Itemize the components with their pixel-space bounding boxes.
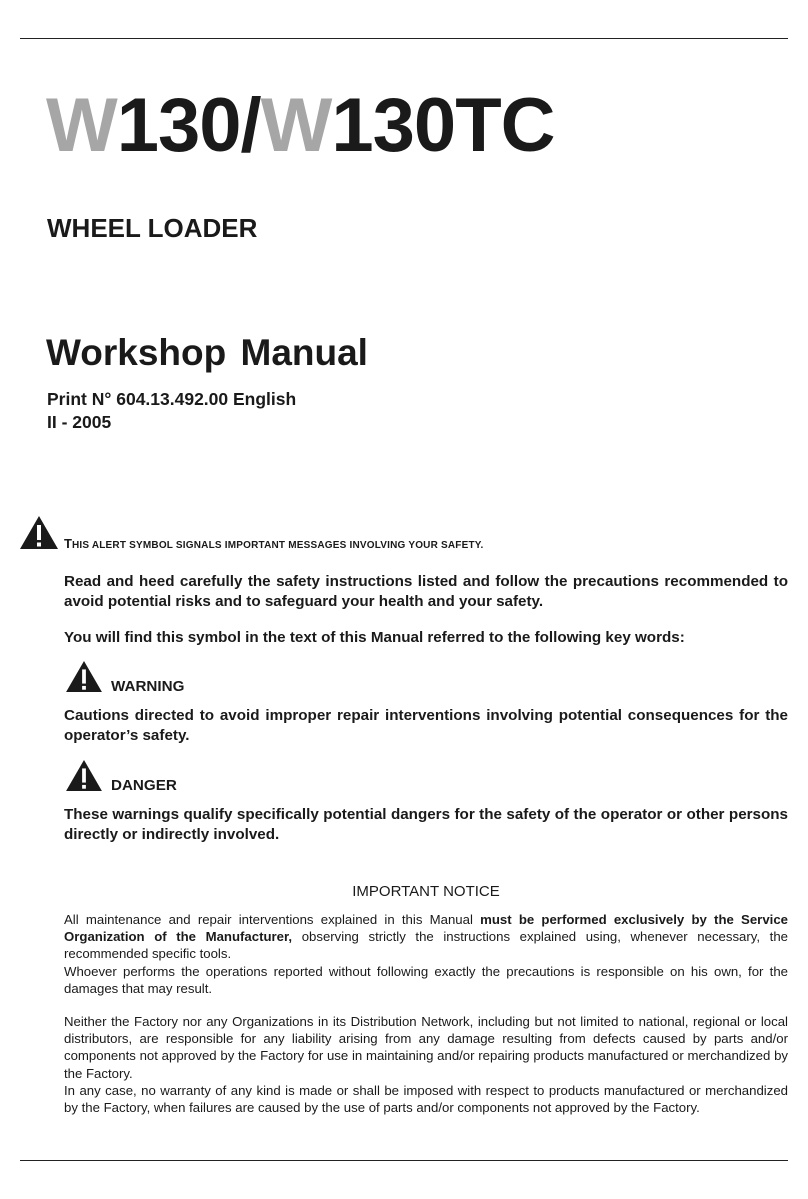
danger-triangle-icon [65, 759, 103, 792]
model-prefix-1: W [46, 83, 117, 168]
notice-block-1 [64, 911, 788, 997]
warning-triangle-icon [19, 515, 59, 550]
notice-p1-bold: must be performed exclusively by the Service Organization of the Manufacturer, [64, 912, 788, 945]
top-rule [20, 38, 788, 39]
notice-paragraph-2: Whoever performs the operations reported without following exactly the precautions is responsible on his own, for the damages that may result. [64, 963, 788, 996]
model-number-1: 130/ [116, 83, 261, 168]
notice-paragraph-1 [64, 911, 788, 963]
edition-date: II - 2005 [47, 412, 112, 432]
machine-type: WHEEL LOADER [47, 213, 258, 243]
print-number: Print N° 604.13.492.00 English [47, 389, 297, 409]
danger-text: These warnings qualify specifically potential dangers for the safety of the operator or other persons directly or indirectly involved. [64, 806, 788, 843]
keywords-intro: You will find this symbol in the text of this Manual referred to the following key words: [64, 629, 685, 646]
alert-rest: HIS ALERT SYMBOL SIGNALS IMPORTANT MESSAGES INVOLVING YOUR SAFETY. [71, 540, 484, 551]
notice-p1-end: observing strictly the instructions explained using, whenever necessary, the recommended specific tools. [64, 929, 788, 962]
bottom-rule [20, 1160, 788, 1161]
danger-label: DANGER [111, 777, 177, 794]
notice-paragraph-3: Neither the Factory nor any Organizations in its Distribution Network, including but not limited to national, regional or local distributors, are responsible for any liability arising from any damage resulting from defects caused by parts and/or components not approved by the Factory for use in maintaining and/or repairing products manufactured or merchandized by the Factory. [64, 1014, 788, 1081]
model-title [46, 83, 555, 168]
warning-text: Cautions directed to avoid improper repair interventions involving potential consequences for the operator’s safety. [64, 707, 788, 744]
manual-title: Workshop Manual [46, 332, 368, 373]
warning-label: WARNING [111, 678, 185, 695]
safety-intro: Read and heed carefully the safety instructions listed and follow the precautions recommended to avoid potential risks and to safeguard your health and your safety. [64, 573, 788, 610]
model-number-2: 130TC [331, 83, 555, 168]
important-notice-title: IMPORTANT NOTICE [352, 883, 500, 900]
notice-paragraph-4: In any case, no warranty of any kind is made or shall be imposed with respect to products manufactured or merchandized by the Factory, when failures are caused by the use of parts and/or components not approved by the Factory. [64, 1082, 788, 1116]
warning-triangle-icon [65, 660, 103, 693]
alert-symbol-statement [64, 536, 484, 551]
notice-p1-start: All maintenance and repair interventions explained in this Manual [64, 912, 481, 927]
model-prefix-2: W [260, 83, 332, 168]
alert-first-letter: T [64, 536, 72, 551]
notice-block-2 [64, 1013, 788, 1116]
